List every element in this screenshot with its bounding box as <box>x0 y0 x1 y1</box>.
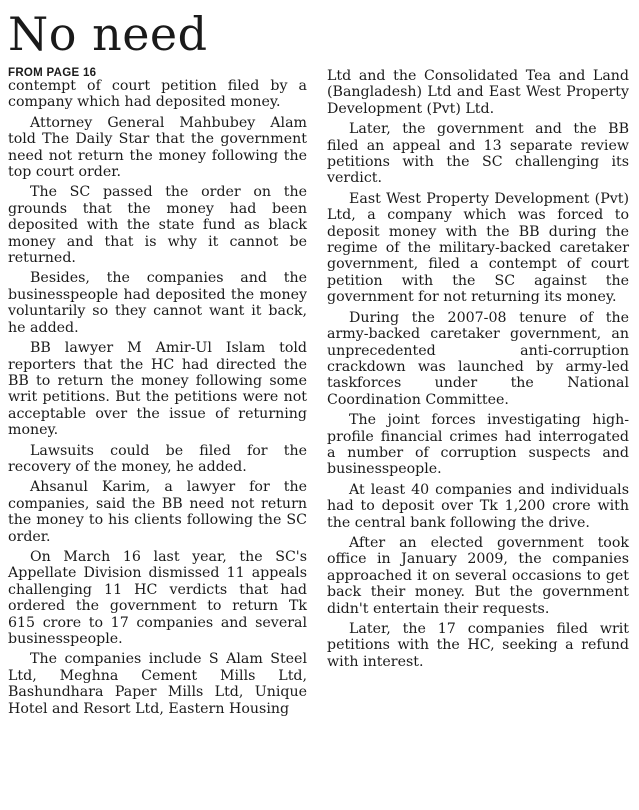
right-column <box>327 68 629 674</box>
left-column <box>8 78 307 721</box>
paragraph: The companies include S Alam Steel Ltd, Meghna Cement Mills Ltd, Bashundhara Paper Mills Ltd, Unique Hotel and Resort Ltd, Eastern Housing <box>8 651 307 717</box>
paragraph: Ahsanul Karim, a lawyer for the companies, said the BB need not return the money to his clients following the SC order. <box>8 479 307 545</box>
paragraph: The SC passed the order on the grounds that the money had been deposited with the state fund as black money and that is why it cannot be returned. <box>8 184 307 267</box>
paragraph: Attorney General Mahbubey Alam told The Daily Star that the government need not return the money following the top court order. <box>8 114 307 181</box>
headline: No need <box>8 7 208 61</box>
paragraph: BB lawyer M Amir-Ul Islam told reporters that the HC had directed the BB to return the money following some writ petitions. But the petitions were not acceptable over the issue of returning money. <box>8 340 307 439</box>
paragraph: Later, the 17 companies filed writ petitions with the HC, seeking a refund with interest. <box>327 621 629 670</box>
paragraph: At least 40 companies and individuals had to deposit over Tk 1,200 crore with the central bank following the drive. <box>327 481 629 531</box>
paragraph: East West Property Development (Pvt) Ltd, a company which was forced to deposit money with the BB during the regime of the military-backed caretaker government, filed a contempt of court petition with the SC against the government for not returning its money. <box>327 190 629 306</box>
paragraph: On March 16 last year, the SC's Appellate Division dismissed 11 appeals challenging 11 HC verdicts that had ordered the government to return Tk 615 crore to 17 companies and several businesspeople. <box>8 548 307 647</box>
paragraph: Later, the government and the BB filed an appeal and 13 separate review petitions with the SC challenging its verdict. <box>327 121 629 187</box>
paragraph: The joint forces investigating high-profile financial crimes had interrogated a number of corruption suspects and businesspeople. <box>327 412 629 478</box>
paragraph: During the 2007-08 tenure of the army-backed caretaker government, an unprecedented anti-corruption crackdown was launched by army-led taskforces under the National Coordination Committee. <box>327 309 629 408</box>
paragraph: Ltd and the Consolidated Tea and Land (Bangladesh) Ltd and East West Property Development (Pvt) Ltd. <box>327 68 629 117</box>
paragraph: Besides, the companies and the businesspeople had deposited the money voluntarily so they cannot want it back, he added. <box>8 270 307 336</box>
paragraph: Lawsuits could be filed for the recovery of the money, he added. <box>8 442 307 475</box>
paragraph: After an elected government took office in January 2009, the companies approached it on several occasions to get back their money. But the government didn't entertain their requests. <box>327 534 629 617</box>
paragraph: contempt of court petition filed by a company which had deposited money. <box>8 78 307 111</box>
jump-line: FROM PAGE 16 <box>8 67 97 79</box>
